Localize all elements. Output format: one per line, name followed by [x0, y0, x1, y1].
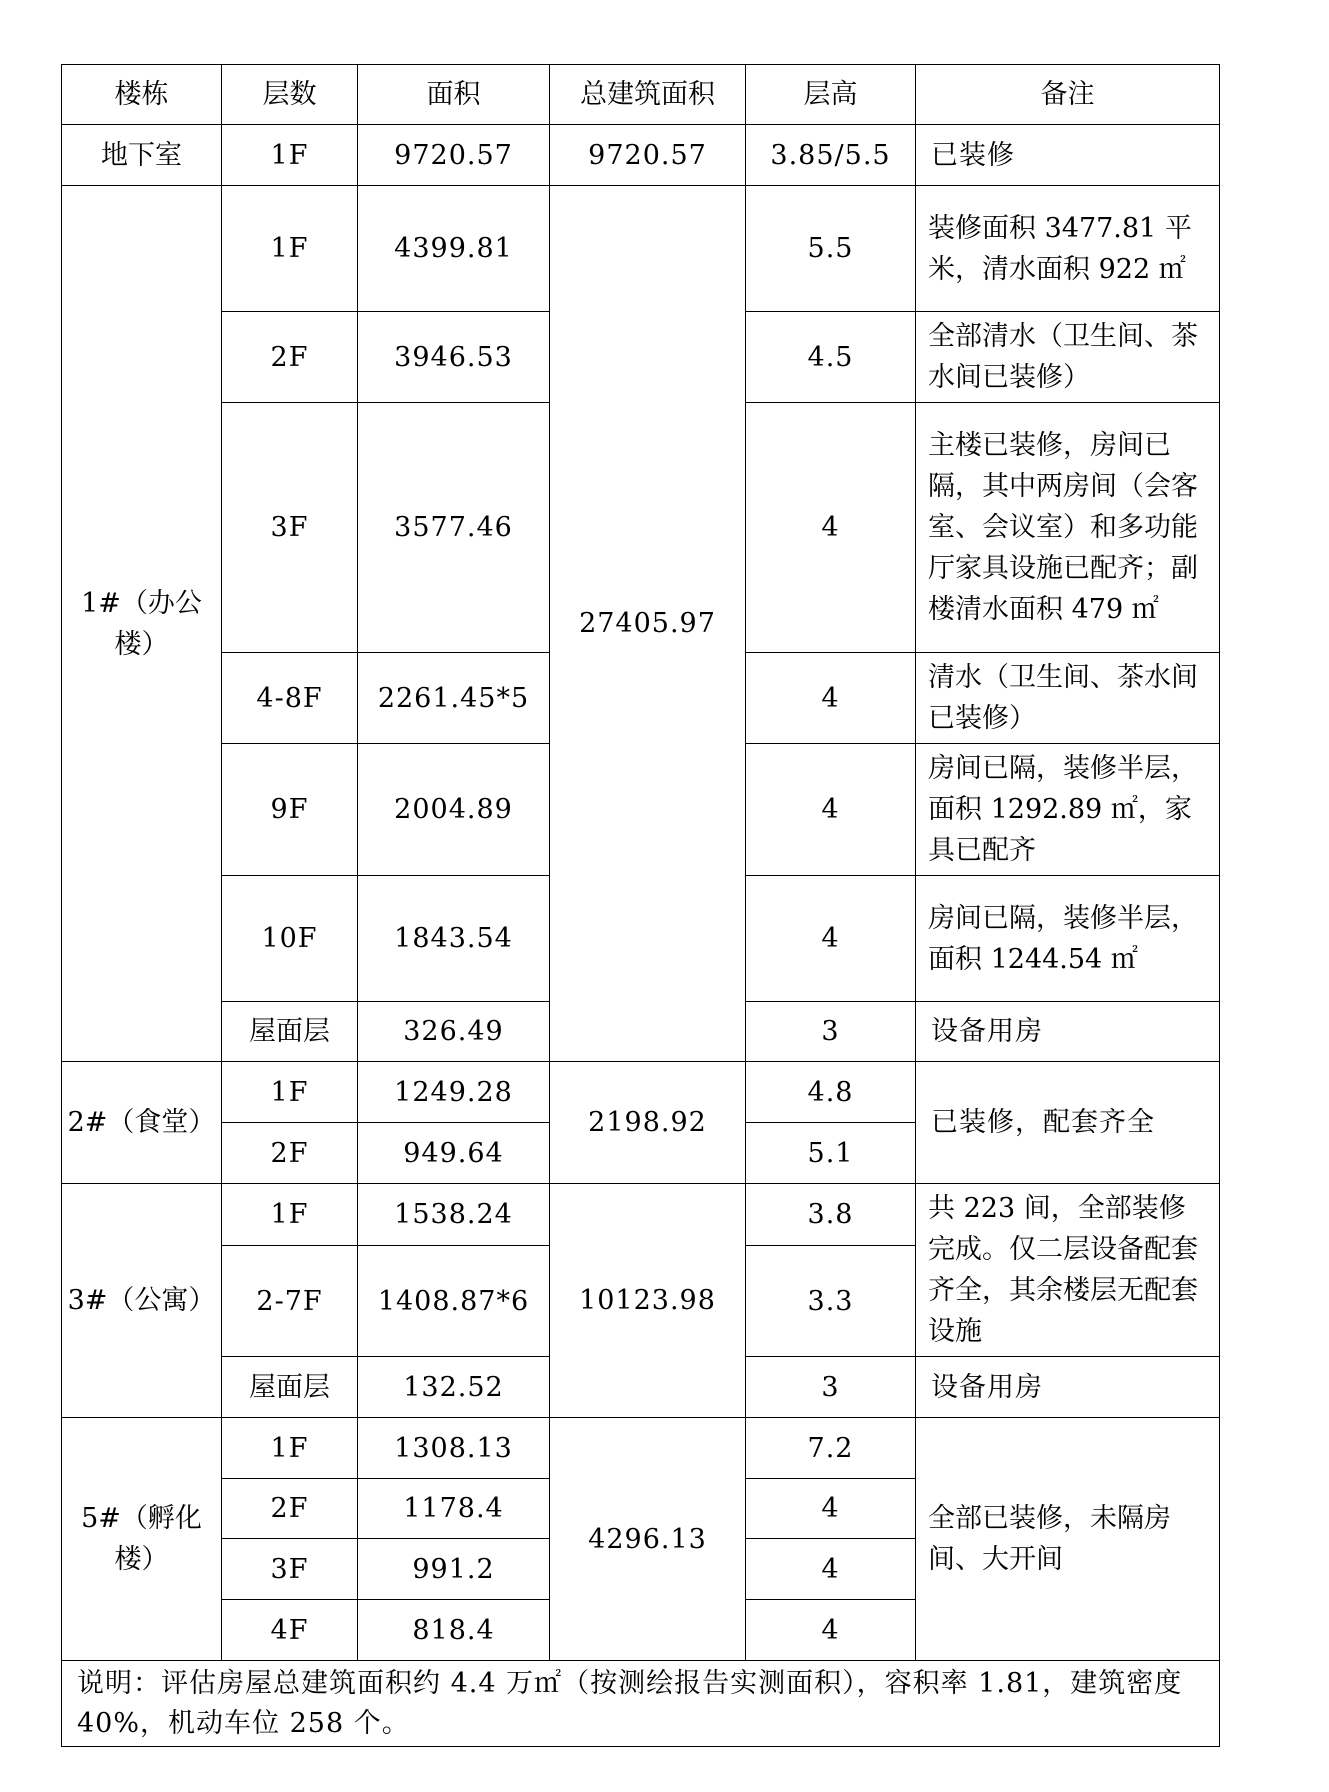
remark-cell: 全部清水（卫生间、茶水间已装修） — [916, 312, 1220, 403]
height-cell: 4 — [746, 653, 916, 744]
height-cell: 5.1 — [746, 1123, 916, 1184]
floor-cell: 屋面层 — [222, 1002, 358, 1062]
remark-cell: 共 223 间，全部装修完成。仅二层设备配套齐全，其余楼层无配套设施 — [916, 1184, 1220, 1357]
remark-cell: 设备用房 — [916, 1002, 1220, 1062]
height-cell: 4 — [746, 744, 916, 876]
floor-cell: 1F — [222, 1418, 358, 1479]
height-cell: 4.5 — [746, 312, 916, 403]
header-area: 面积 — [358, 65, 550, 125]
total-area-cell: 9720.57 — [550, 125, 746, 186]
table-row — [62, 186, 1220, 312]
floor-cell: 3F — [222, 1539, 358, 1600]
total-area-cell: 10123.98 — [550, 1184, 746, 1418]
building-name: 1#（办公楼） — [62, 186, 222, 1062]
header-floor: 层数 — [222, 65, 358, 125]
height-cell: 4 — [746, 403, 916, 653]
floor-cell: 1F — [222, 186, 358, 312]
height-cell: 4.8 — [746, 1062, 916, 1123]
floor-cell: 1F — [222, 1184, 358, 1246]
area-cell: 991.2 — [358, 1539, 550, 1600]
building-name: 2#（食堂） — [62, 1062, 222, 1184]
height-cell: 3 — [746, 1357, 916, 1418]
floor-cell: 屋面层 — [222, 1357, 358, 1418]
area-cell: 4399.81 — [358, 186, 550, 312]
area-cell: 1249.28 — [358, 1062, 550, 1123]
building-name: 3#（公寓） — [62, 1184, 222, 1418]
height-cell: 3.85/5.5 — [746, 125, 916, 186]
height-cell: 4 — [746, 1539, 916, 1600]
table-row — [62, 1184, 1220, 1246]
floor-cell: 4F — [222, 1600, 358, 1661]
floor-cell: 10F — [222, 876, 358, 1002]
floor-cell: 2-7F — [222, 1246, 358, 1357]
height-cell: 3.3 — [746, 1246, 916, 1357]
header-total-area: 总建筑面积 — [550, 65, 746, 125]
height-cell: 4 — [746, 1479, 916, 1539]
height-cell: 4 — [746, 876, 916, 1002]
height-cell: 3 — [746, 1002, 916, 1062]
remark-cell: 设备用房 — [916, 1357, 1220, 1418]
header-remarks: 备注 — [916, 65, 1220, 125]
floor-cell: 2F — [222, 1123, 358, 1184]
area-cell: 3577.46 — [358, 403, 550, 653]
table-row — [62, 1418, 1220, 1479]
area-cell: 1538.24 — [358, 1184, 550, 1246]
floor-cell: 9F — [222, 744, 358, 876]
floor-cell: 3F — [222, 403, 358, 653]
area-cell: 2004.89 — [358, 744, 550, 876]
header-floor-height: 层高 — [746, 65, 916, 125]
floor-cell: 1F — [222, 125, 358, 186]
remark-cell: 主楼已装修，房间已隔，其中两房间（会客室、会议室）和多功能厅家具设施已配齐；副楼清水面积 479 ㎡ — [916, 403, 1220, 653]
remark-cell: 清水（卫生间、茶水间已装修） — [916, 653, 1220, 744]
remark-cell: 已装修 — [916, 125, 1220, 186]
area-cell: 1408.87*6 — [358, 1246, 550, 1357]
area-cell: 1843.54 — [358, 876, 550, 1002]
remark-cell: 全部已装修，未隔房间、大开间 — [916, 1418, 1220, 1661]
building-area-table — [61, 64, 1220, 1747]
total-area-cell: 4296.13 — [550, 1418, 746, 1661]
header-building: 楼栋 — [62, 65, 222, 125]
table-row — [62, 125, 1220, 186]
footnote: 说明：评估房屋总建筑面积约 4.4 万㎡（按测绘报告实测面积），容积率 1.81，建筑密度 40%，机动车位 258 个。 — [62, 1661, 1220, 1747]
floor-cell: 2F — [222, 1479, 358, 1539]
area-cell: 326.49 — [358, 1002, 550, 1062]
remark-cell: 房间已隔，装修半层，面积 1244.54 ㎡ — [916, 876, 1220, 1002]
remark-cell: 已装修，配套齐全 — [916, 1062, 1220, 1184]
building-name: 地下室 — [62, 125, 222, 186]
floor-cell: 4-8F — [222, 653, 358, 744]
area-cell: 1178.4 — [358, 1479, 550, 1539]
area-cell: 9720.57 — [358, 125, 550, 186]
area-cell: 2261.45*5 — [358, 653, 550, 744]
area-cell: 818.4 — [358, 1600, 550, 1661]
total-area-cell: 2198.92 — [550, 1062, 746, 1184]
remark-cell: 装修面积 3477.81 平米，清水面积 922 ㎡ — [916, 186, 1220, 312]
area-cell: 3946.53 — [358, 312, 550, 403]
height-cell: 3.8 — [746, 1184, 916, 1246]
area-cell: 949.64 — [358, 1123, 550, 1184]
height-cell: 7.2 — [746, 1418, 916, 1479]
area-cell: 132.52 — [358, 1357, 550, 1418]
remark-cell: 房间已隔，装修半层，面积 1292.89 ㎡，家具已配齐 — [916, 744, 1220, 876]
floor-cell: 2F — [222, 312, 358, 403]
table-header-row — [62, 65, 1220, 125]
height-cell: 4 — [746, 1600, 916, 1661]
height-cell: 5.5 — [746, 186, 916, 312]
total-area-cell: 27405.97 — [550, 186, 746, 1062]
footnote-row — [62, 1661, 1220, 1747]
building-name: 5#（孵化楼） — [62, 1418, 222, 1661]
area-cell: 1308.13 — [358, 1418, 550, 1479]
floor-cell: 1F — [222, 1062, 358, 1123]
table-row — [62, 1062, 1220, 1123]
